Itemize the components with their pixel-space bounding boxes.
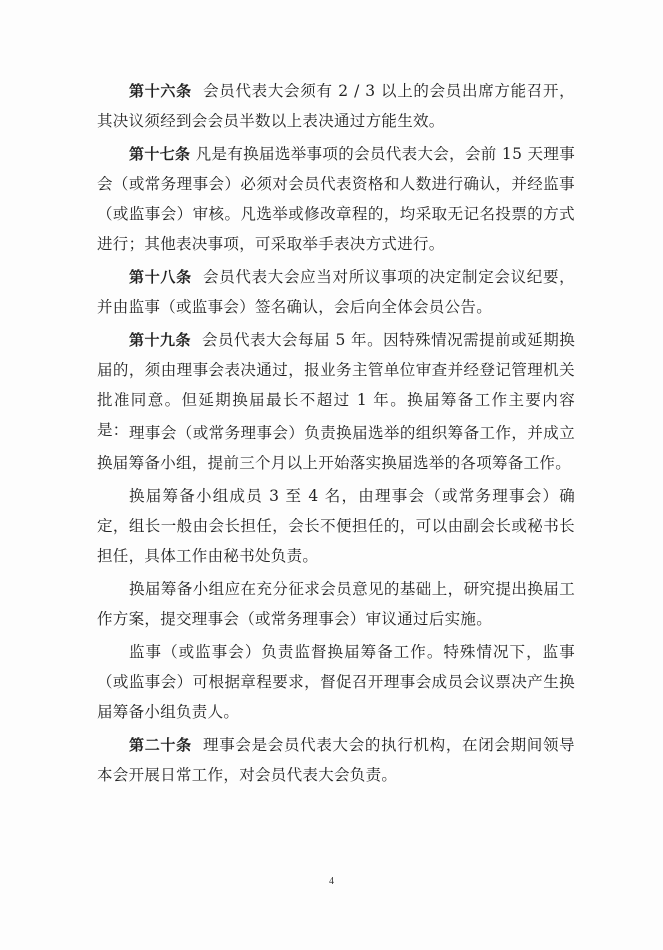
article-text: 理事会是会员代表大会的执行机构，在闭会期间领导本会开展日常工作，对会员代表大会负责。: [97, 736, 575, 784]
paragraph-1: 理事会（或常务理事会）负责换届选举的组织筹备工作，并成立换届筹备小组，提前三个月以上开始落实换届选举的各项筹备工作。: [97, 424, 575, 472]
article-text: 会员代表大会须有 2 / 3 以上的会员出席方能召开，其决议须经到会会员半数以上表决通过方能生效。: [97, 82, 575, 130]
article-20: [97, 730, 575, 790]
page-number: 4: [329, 876, 334, 887]
article-label: 第十八条: [129, 268, 192, 286]
article-17: [97, 139, 575, 259]
paragraph-2: 换届筹备小组成员 3 至 4 名，由理事会（或常务理事会）确定，组长一般由会长担任，会长不便担任的，可以由副会长或秘书长担任，具体工作由秘书处负责。: [97, 487, 575, 565]
article-label: 第十六条: [129, 82, 192, 100]
paragraph-3: 换届筹备小组应在充分征求会员意见的基础上，研究提出换届工作方案，提交理事会（或常务理事会）审议通过后实施。: [97, 580, 575, 628]
article-label: 第二十条: [129, 736, 192, 754]
article-label: 第十七条: [129, 145, 191, 163]
article-18: [97, 262, 575, 322]
article-text: 会员代表大会每届 5 年。因特殊情况需提前或延期换届的，须由理事会表决通过，报业务主管单位审查并经登记管理机关批准同意。但延期换届最长不超过 1 年。换届筹备工作主要内容是：: [97, 331, 575, 439]
article-16: [97, 76, 575, 136]
article-text: 会员代表大会应当对所议事项的决定制定会议纪要，并由监事（或监事会）签名确认，会后向全体会员公告。: [97, 268, 575, 316]
article-label: 第十九条: [129, 331, 192, 349]
paragraph-4: 监事（或监事会）负责监督换届筹备工作。特殊情况下，监事（或监事会）可根据章程要求，督促召开理事会成员会议票决产生换届筹备小组负责人。: [97, 643, 575, 721]
article-text: 凡是有换届选举事项的会员代表大会，会前 15 天理事会（或常务理事会）必须对会员代表资格和人数进行确认，并经监事（或监事会）审核。凡选举或修改章程的，均采取无记名投票的方式进行；其他表决事项，可采取举手表决方式进行。: [97, 145, 575, 253]
